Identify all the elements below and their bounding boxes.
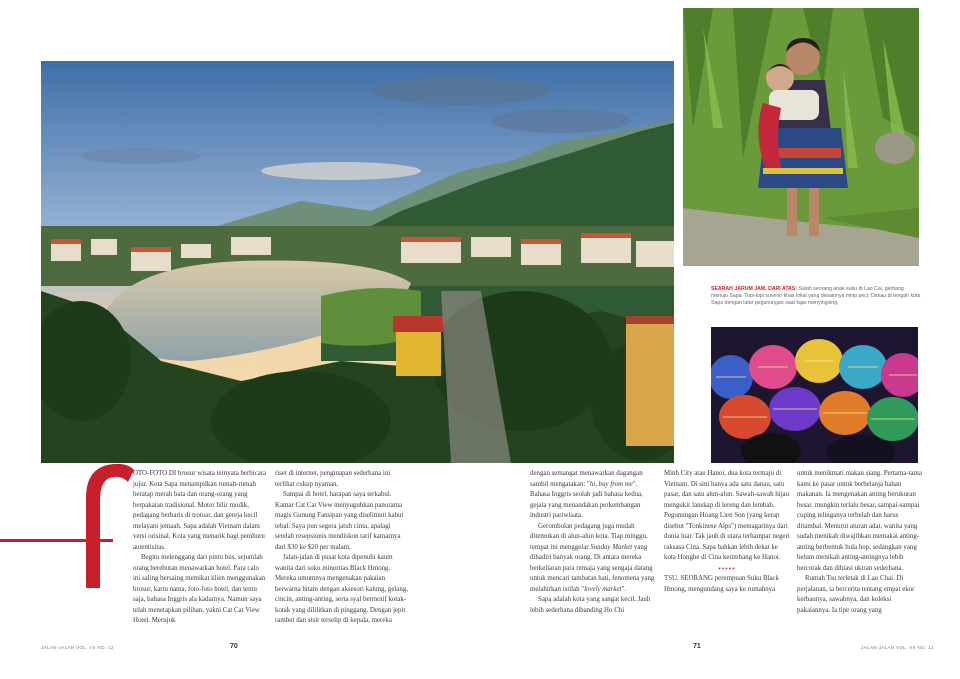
c2-paragraph: Jalan-jalan di pusat kota dipenuhi kaum wanita dari suku minoritas Black Hmong. Mereka umumnya mengenakan pakaian berwarna hitam dengan aksesori kalung, gelang, cincin, anting-anting, serta syal bermotif kotak-kotak yang dililitkan di pinggang. Dengan jepit rambut dan sisir terselip di kepala, mereka (275, 554, 408, 624)
drop-cap (66, 458, 136, 588)
c1-paragraph: Begitu melenggang dari pintu bus, sejumlah orang berebutan menawarkan hotel. Para calo ini saling bersaing memikat klien menggunakan brosur, kartu nama, foto-foto hotel, dan tentu saja, bahasa Inggris ala kadarnya. Namun saya telah menetapkan pilihan, yakni Cat Cat View Hotel. Merujuk (133, 554, 266, 624)
column-5 (797, 469, 923, 616)
page-number-left: 70 (230, 643, 238, 650)
column-1 (133, 469, 267, 627)
column-2 (275, 469, 409, 627)
c4-paragraph: Minh City atau Hanoi, dua kota termaju di Vietnam. Di sini hanya ada satu danau, satu pasar, dan satu alun-alun. Sawah-sawah hijau mengukir lanskap di lereng dan lembah. Pegunungan Hoang Lien Son (yang kerap disebut "Tonkinese Alps") memagarinya dari dunia luar. Tak jauh di utara terhampar negeri raksasa Cina. Sapa bahkan lebih dekat ke kota Honghe di Cina ketimbang ke Hanoi. (664, 470, 790, 561)
section-break: ••••• (718, 564, 736, 573)
hmong-girl-photo (683, 8, 919, 266)
souvenir-hats-photo (711, 327, 918, 463)
c4-paragraph: TSU, SEORANG perempuan Suku Black Hmong, mengundang saya ke rumahnya (664, 575, 780, 593)
column-3 (530, 469, 656, 616)
c5-paragraph: untuk menikmati makan siang. Pertama-tama kami ke pasar untuk berbelanja bahan makanan. Ia mengenakan anting berukuran besar, mungkin terlalu besar, sampai-sampai cuping telinganya terbelah dan harus ditambal. Menurut aturan adat, wanita yang sudah menikah diwajibkan memakai anting-anting berbentuk hula hop, sedangkan yang belum menikah anting-antingnya lebih bercorak dan dihiasi ukiran sederhana. (797, 470, 922, 572)
c3-paragraph: Gerombolan pedagang juga mudah ditemukan di alun-alun kota. Tiap minggu, tempat ini menggelar Sunday Market yang dihadiri banyak orang. Di antara mereka berkeliaran para remaja yang sengaja datang untuk mencari tambatan hati, fenomena yang melahirkan istilah "lovely market". (530, 522, 655, 593)
c1-paragraph: OTO-FOTO DI brosur wisata ternyata berbicara jujur. Kota Sapa menampilkan rumah-rumah beratap merah bata dan orang-orang yang berpakaian tradisional. Motor hilir mudik, pedagang berbaris di trotoar, dan gereja kecil melayani jemaah. Sapa adalah Vietnam dalam versi orisinal. Kota yang menarik bagi pemburu autentisitas. (133, 470, 267, 551)
caption-text: Salah seorang anak suku di Lao Cai, gerbang menuju Sapa. Topi-topi suvenir khas lokal yang desainnya mirip peci; Danau di tengah kota Sapa dengan latar pegunungan saat fajar menyingsing. (711, 286, 921, 306)
page-number-right: 71 (693, 643, 701, 650)
left-folio: JALAN-JALAN VOL. VII NO. 12 (41, 645, 114, 650)
column-4 (664, 469, 790, 595)
c2-paragraph: Sampai di hotel, harapan saya terkabul. Kamar Cat Cat View menyuguhkan panorama magis Gunung Fansipan yang diselimuti kabut tebal. Saya pun segera jatuh cinta, apalagi setelah resepsionis mendiskon tarif kamarnya dari $30 ke $20 per malam. (275, 491, 404, 551)
c3-paragraph: dengan semangat menawarkan dagangan sambil mengatakan: "hi, buy from me". Bahasa Inggris seolah jadi bahasa kedua, gejala yang menandakan perkembangan industri pariwisata. (530, 470, 643, 519)
photo-caption (711, 286, 921, 307)
c5-paragraph: Rumah Tsu terletak di Lao Chai. Di perjalanan, ia bercerita tentang empat ekor kerbaunya, sawahnya, dan koleksi pakaiannya. Ia tipe orang yang (797, 575, 915, 614)
sapa-lake-photo (41, 61, 674, 463)
right-folio: JALAN-JALAN VOL. VII NO. 12 (861, 645, 934, 650)
caption-lead: SEARAH JARUM JAM, DARI ATAS: (711, 286, 798, 292)
c2-paragraph: riset di internet, penginapan sederhana ini terlihat cukup nyaman. (275, 470, 391, 488)
c3-paragraph: Sapa adalah kota yang sangat kecil. Jauh lebih sederhana dibanding Ho Chi (530, 596, 651, 614)
